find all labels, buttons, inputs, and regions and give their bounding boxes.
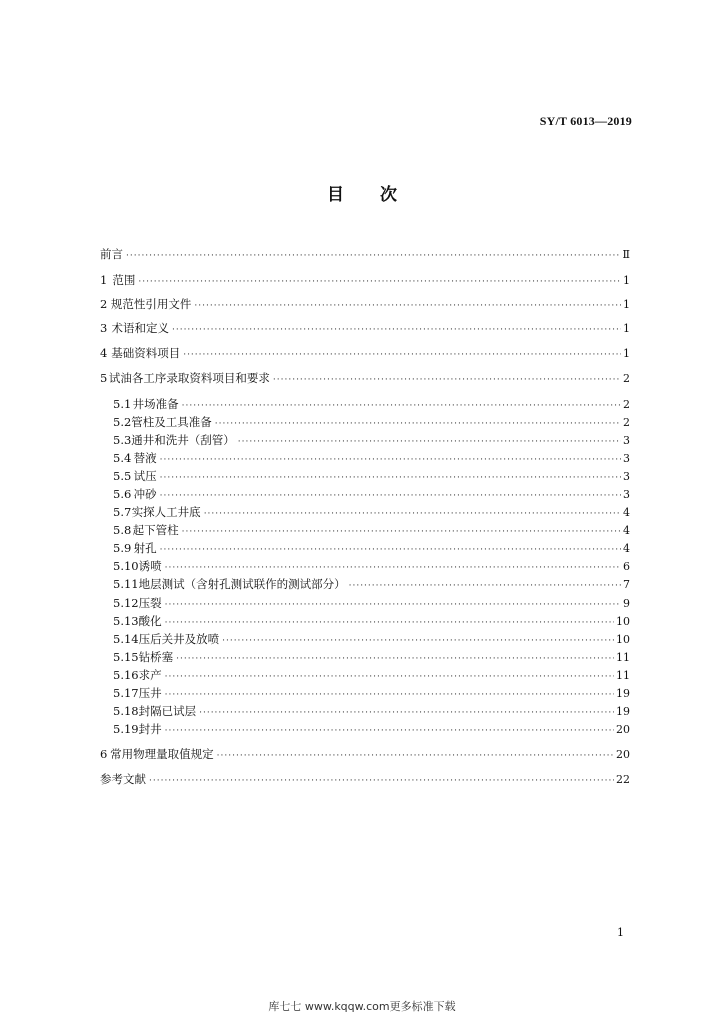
- toc-entry-number: 5.7: [113, 505, 132, 519]
- toc-entry[interactable]: [100, 685, 630, 701]
- toc-entry-label: 前言: [100, 247, 123, 261]
- title-char-left: 目: [327, 185, 344, 205]
- toc-entry[interactable]: [100, 631, 630, 647]
- toc-entry[interactable]: [100, 370, 630, 386]
- toc-entry[interactable]: [100, 320, 630, 336]
- toc-dot-leader: [149, 776, 614, 786]
- toc-entry[interactable]: [100, 246, 630, 262]
- toc-entry-label: 封隔已试层: [138, 704, 197, 718]
- toc-entry-number: 5.9: [113, 541, 132, 555]
- toc-entry[interactable]: [100, 345, 630, 361]
- toc-entry-page: 6: [623, 560, 630, 573]
- toc-entry[interactable]: [100, 522, 630, 538]
- toc-dot-leader: [165, 618, 614, 628]
- toc-dot-leader: [204, 509, 621, 519]
- toc-dot-leader: [238, 437, 621, 447]
- toc-entry-page: Ⅱ: [622, 248, 630, 261]
- toc-entry[interactable]: [100, 450, 630, 466]
- page-title: [0, 180, 724, 205]
- toc-entry-label: 封井: [138, 722, 162, 736]
- toc-entry-label: 起下管柱: [132, 523, 179, 537]
- toc-entry-page: 3: [623, 452, 630, 465]
- toc-entry-label: 实探人工井底: [131, 505, 201, 519]
- toc-dot-leader: [199, 708, 614, 718]
- toc-entry-page: 4: [623, 506, 630, 519]
- toc-entry-label: 冲砂: [133, 487, 157, 501]
- toc-entry-number: 5.8: [113, 523, 132, 537]
- toc-entry[interactable]: [100, 296, 630, 312]
- toc-entry-number: 5.14: [113, 632, 139, 646]
- toc-entry[interactable]: [100, 771, 630, 787]
- toc-entry-page: 19: [616, 705, 630, 718]
- toc-entry-label: 压井: [138, 686, 162, 700]
- toc-dot-leader: [138, 277, 621, 287]
- toc-entry-page: 7: [623, 578, 630, 591]
- toc-entry-page: 1: [623, 298, 630, 311]
- toc-entry[interactable]: [100, 721, 630, 737]
- toc-dot-leader: [160, 455, 621, 465]
- title-char-right: 次: [380, 185, 397, 205]
- toc-entry[interactable]: [100, 396, 630, 412]
- toc-dot-leader: [349, 581, 621, 591]
- toc-entry-page: 10: [616, 615, 630, 628]
- toc-entry-label: 求产: [138, 668, 162, 682]
- toc-entry-page: 3: [623, 488, 630, 501]
- toc-entry-page: 4: [623, 524, 630, 537]
- toc-entry-number: 5.1: [113, 397, 132, 411]
- toc-entry-label: 试油各工序录取资料项目和要求: [108, 371, 270, 385]
- toc-entry-number: 5.15: [113, 650, 139, 664]
- toc-entry-label: 诱喷: [138, 559, 162, 573]
- toc-dot-leader: [165, 672, 614, 682]
- toc-entry-page: 1: [623, 274, 630, 287]
- toc-dot-leader: [183, 350, 621, 360]
- toc-entry-label: 基础资料项目: [111, 346, 181, 360]
- toc-dot-leader: [194, 301, 621, 311]
- toc-entry[interactable]: [100, 667, 630, 683]
- toc-entry-number: 5.18: [113, 704, 139, 718]
- toc-entry-label: 地层测试（含射孔测试联作的测试部分）: [138, 577, 346, 591]
- toc-entry-label: 钻桥塞: [138, 650, 174, 664]
- toc-entry[interactable]: [100, 272, 630, 288]
- toc-dot-leader: [160, 491, 621, 501]
- toc-entry-label: 酸化: [138, 614, 162, 628]
- toc-dot-leader: [182, 401, 621, 411]
- toc-entry[interactable]: [100, 414, 630, 430]
- toc-entry-label: 井场准备: [132, 397, 179, 411]
- toc-entry[interactable]: [100, 432, 630, 448]
- toc-dot-leader: [172, 325, 621, 335]
- toc-entry-number: 5.11: [113, 577, 139, 591]
- toc-dot-leader: [273, 375, 621, 385]
- toc-dot-leader: [165, 726, 614, 736]
- toc-entry[interactable]: [100, 558, 630, 574]
- toc-dot-leader: [176, 654, 614, 664]
- toc-entry-page: 2: [623, 416, 630, 429]
- toc-entry[interactable]: [100, 504, 630, 520]
- toc-entry-page: 2: [623, 372, 630, 385]
- toc-entry-number: 5.2: [113, 415, 132, 429]
- toc-dot-leader: [126, 251, 621, 261]
- toc-entry-label: 参考文献: [100, 772, 146, 786]
- toc-entry-page: 4: [623, 542, 630, 555]
- toc-dot-leader: [217, 751, 614, 761]
- toc-entry[interactable]: [100, 613, 630, 629]
- toc-entry-page: 19: [616, 687, 630, 700]
- toc-entry[interactable]: [100, 595, 630, 611]
- toc-entry-number: 5.10: [113, 559, 139, 573]
- toc-entry[interactable]: [100, 649, 630, 665]
- toc-dot-leader: [160, 473, 621, 483]
- toc-entry[interactable]: [100, 703, 630, 719]
- toc-dot-leader: [215, 419, 621, 429]
- toc-entry-number: 5.17: [113, 686, 139, 700]
- toc-entry-label: 试压: [133, 469, 157, 483]
- toc-entry-label: 规范性引用文件: [110, 297, 192, 311]
- toc-dot-leader: [182, 527, 621, 537]
- toc-entry-number: 5.3: [113, 433, 132, 447]
- toc-entry-page: 2: [623, 398, 630, 411]
- toc-entry-label: 范围: [112, 273, 136, 287]
- toc-entry-label: 射孔: [133, 541, 157, 555]
- toc-entry-number: 4: [100, 346, 108, 360]
- toc-entry-page: 22: [616, 773, 630, 786]
- toc-entry[interactable]: [100, 576, 630, 592]
- toc-entry-number: 5.12: [113, 596, 139, 610]
- toc-entry-number: 1: [100, 273, 108, 287]
- toc-entry-number: 5.19: [113, 722, 139, 736]
- toc-entry[interactable]: [100, 468, 630, 484]
- toc-entry-page: 10: [616, 633, 630, 646]
- toc-dot-leader: [160, 545, 621, 555]
- toc-dot-leader: [165, 690, 614, 700]
- toc-dot-leader: [165, 600, 621, 610]
- toc-entry-label: 压裂: [138, 596, 162, 610]
- toc-entry-label: 替液: [133, 451, 157, 465]
- toc-entry-number: 2: [100, 297, 108, 311]
- toc-entry-page: 1: [623, 347, 630, 360]
- toc-entry-page: 1: [623, 322, 630, 335]
- standard-code: SY/T 6013—2019: [539, 114, 632, 128]
- toc-entry-label: 通井和洗井（刮管）: [131, 433, 235, 447]
- toc-entry-number: 5.13: [113, 614, 139, 628]
- toc-entry-page: 3: [623, 470, 630, 483]
- toc-entry-number: 5.5: [113, 469, 132, 483]
- toc-entry-page: 20: [616, 723, 630, 736]
- toc-entry-number: 3: [100, 321, 108, 335]
- toc-entry[interactable]: [100, 540, 630, 556]
- toc-entry-number: 5.4: [113, 451, 132, 465]
- toc-entry-number: 6: [100, 747, 108, 761]
- toc-entry-page: 20: [616, 748, 630, 761]
- toc-entry-number: 5.6: [113, 487, 132, 501]
- toc-entry-label: 管柱及工具准备: [131, 415, 212, 429]
- page-number: 1: [617, 926, 624, 939]
- toc-entry-label: 常用物理量取值规定: [110, 747, 214, 761]
- toc-entry[interactable]: [100, 746, 630, 762]
- toc-entry-number: 5.16: [113, 668, 139, 682]
- toc-entry-page: 11: [616, 651, 630, 664]
- footer-watermark: 库七七 www.kqqw.com更多标准下载: [268, 1000, 456, 1013]
- toc-entry-label: 术语和定义: [111, 321, 169, 335]
- toc-entry-page: 3: [623, 434, 630, 447]
- toc-dot-leader: [165, 563, 621, 573]
- toc-entry-page: 9: [623, 597, 630, 610]
- toc-entry-label: 压后关井及放喷: [138, 632, 220, 646]
- toc-entry[interactable]: [100, 486, 630, 502]
- toc-entry-number: 5: [100, 371, 108, 385]
- toc-entry-page: 11: [616, 669, 630, 682]
- toc-dot-leader: [222, 636, 614, 646]
